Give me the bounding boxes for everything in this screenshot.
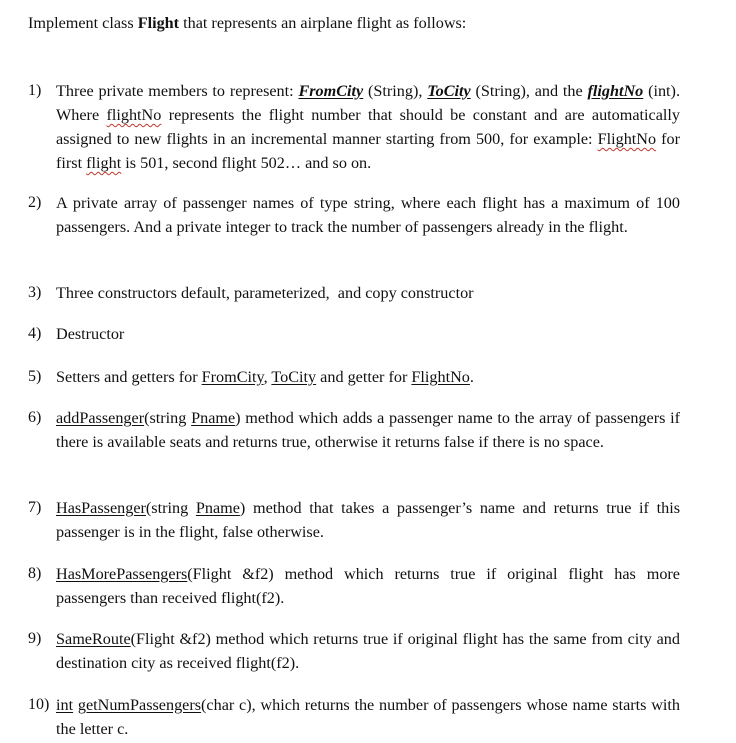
item-number: 9) (28, 630, 42, 647)
item-number: 2) (28, 194, 42, 211)
flight-no-term: flightNo (587, 82, 644, 100)
item-text: Destructor (56, 325, 125, 343)
list-item-1 (28, 79, 680, 175)
item-number: 7) (28, 499, 42, 516)
list-item-10 (28, 693, 680, 741)
list-item-9 (28, 627, 680, 675)
keyword-int: int (56, 696, 74, 714)
item-text: SameRoute(Flight &f2) method which returns true if original flight has the same from city and destination city as received flight(f2). (56, 630, 680, 672)
list-item-7 (28, 496, 680, 544)
list-item-8 (28, 562, 680, 610)
intro-line (28, 11, 708, 35)
intro-pre: Implement class (28, 14, 138, 32)
item-text: Setters and getters for FromCity, ToCity and getter for FlightNo. (56, 368, 474, 386)
to-city-term: ToCity (427, 82, 471, 100)
list-item-3 (28, 281, 680, 305)
item-text: HasPassenger(string Pname) method that takes a passenger’s name and returns true if this passenger is in the flight, false otherwise. (56, 499, 680, 541)
flight-word: flight (86, 154, 122, 172)
to-city-term: ToCity (271, 368, 317, 386)
item-text: addPassenger(string Pname) method which adds a passenger name to the array of passengers if there is available seats and returns true, otherwise it returns false if there is no space. (56, 409, 681, 451)
from-city-term: FromCity (298, 82, 364, 100)
item-text: A private array of passenger names of type string, where each flight has a maximum of 100 passengers. And a private integer to track the number of passengers already in the flight. (56, 194, 680, 236)
item-text: Three private members to represent: FromCity (String), ToCity (String), and the flightNo (int). Where flightNo represents the flight number that should be constant and are automatically assigned to new flights in an incremental manner starting from 500, for example: FlightNo for first flight is 501, second flight 502… and so on. (56, 82, 680, 172)
intro-post: that represents an airplane flight as follows: (179, 14, 467, 32)
list-item-4 (28, 322, 680, 346)
item-number: 4) (28, 325, 42, 342)
item-text: HasMorePassengers(Flight &f2) method which returns true if original flight has more passengers than received flight(f2). (56, 565, 680, 607)
method-name: HasPassenger (56, 499, 146, 517)
item-number: 10) (28, 696, 50, 713)
list-item-6 (28, 406, 680, 454)
item-number: 1) (28, 82, 42, 99)
flight-no-plain: flightNo (106, 106, 162, 124)
list-item-2 (28, 191, 680, 239)
item-text: Three constructors default, parameterized, and copy constructor (56, 284, 474, 302)
method-name: addPassenger (56, 409, 145, 427)
item-number: 6) (28, 409, 42, 426)
method-name: getNumPassengers (77, 696, 202, 714)
method-name: SameRoute (56, 630, 131, 648)
item-text: int getNumPassengers(char c), which returns the number of passengers whose name starts with the letter c. (56, 696, 680, 738)
item-number: 5) (28, 368, 42, 385)
from-city-term: FromCity (201, 368, 264, 386)
item-number: 3) (28, 284, 42, 301)
flight-no-cap: FlightNo (597, 130, 657, 148)
item-number: 8) (28, 565, 42, 582)
method-name: HasMorePassengers (56, 565, 188, 583)
param-name: Pname (191, 409, 236, 427)
flight-no-term: FlightNo (411, 368, 470, 386)
param-name: Pname (195, 499, 240, 517)
list-item-5 (28, 365, 680, 389)
class-name: Flight (137, 14, 180, 32)
